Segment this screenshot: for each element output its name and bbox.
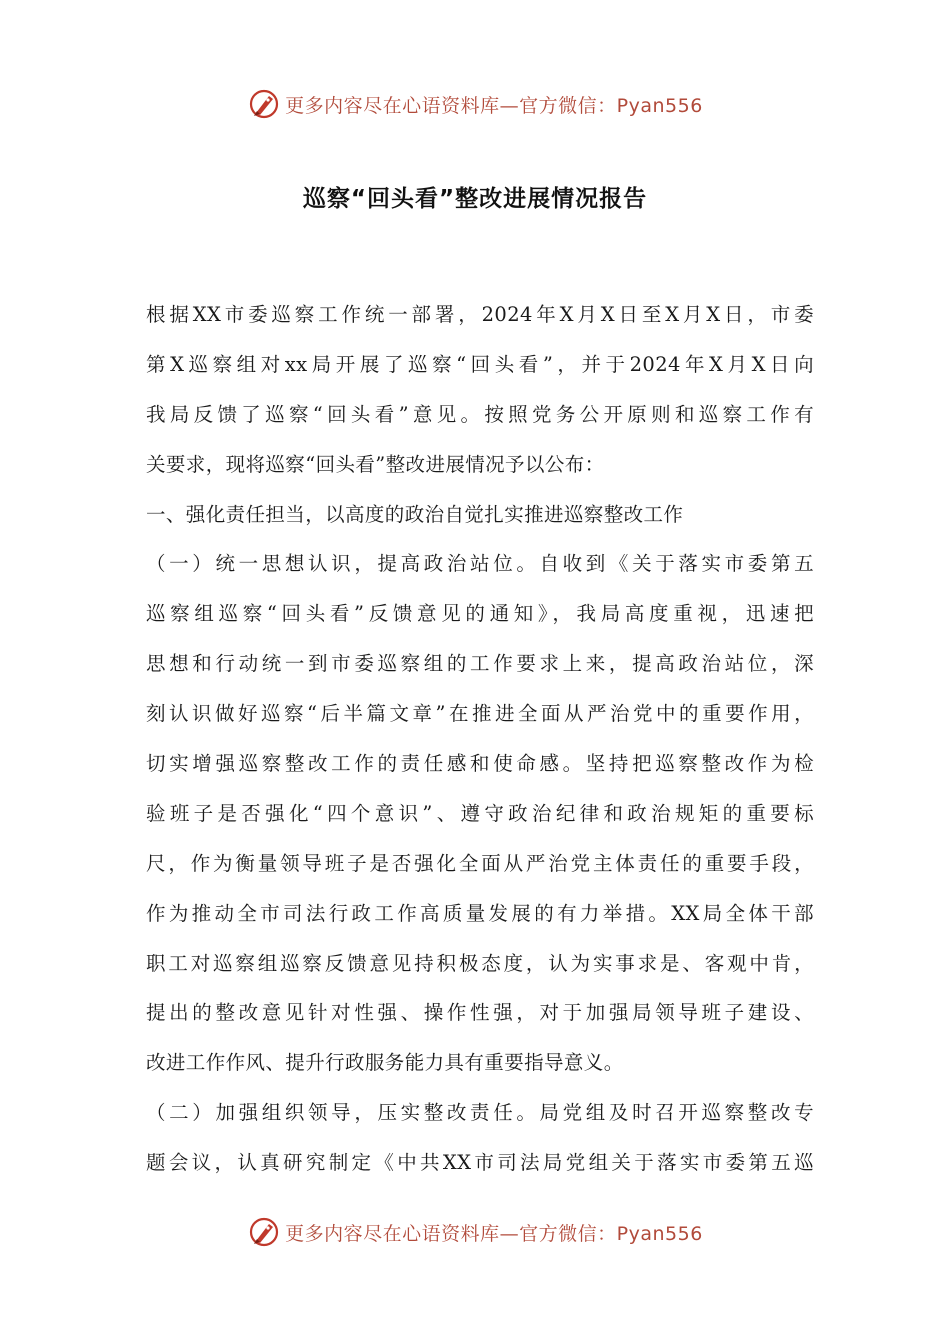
body-line: 尺，作为衡量领导班子是否强化全面从严治党主体责任的重要手段， xyxy=(146,851,814,875)
body-line: 提出的整改意见针对性强、操作性强，对于加强局领导班子建设、 xyxy=(146,1001,814,1025)
watermark-text: 更多内容尽在心语资料库—官方微信：Pyan556 xyxy=(285,94,703,117)
watermark-footer xyxy=(0,1212,950,1252)
body-line: （二）加强组织领导，压实整改责任。局党组及时召开巡察整改专 xyxy=(146,1101,814,1125)
body-line: 作为推动全市司法行政工作高质量发展的有力举措。XX局全体干部 xyxy=(146,901,814,925)
body-line: 第X巡察组对xx局开展了巡察“回头看”，并于2024年X月X日向 xyxy=(146,352,814,376)
pen-nib-logo-icon xyxy=(247,87,281,121)
watermark-wechat-id: Pyan556 xyxy=(616,94,703,117)
body-line: 验班子是否强化“四个意识”、遵守政治纪律和政治规矩的重要标 xyxy=(146,801,814,825)
watermark-text: 更多内容尽在心语资料库—官方微信：Pyan556 xyxy=(285,1222,703,1245)
body-line: 我局反馈了巡察“回头看”意见。按照党务公开原则和巡察工作有 xyxy=(146,402,814,426)
body-line: 职工对巡察组巡察反馈意见持积极态度，认为实事求是、客观中肯， xyxy=(146,951,814,975)
body-line: 切实增强巡察整改工作的责任感和使命感。坚持把巡察整改作为检 xyxy=(146,752,814,776)
pen-nib-logo-icon xyxy=(247,1215,281,1249)
body-line: 根据XX市委巡察工作统一部署，2024年X月X日至X月X日，市委 xyxy=(146,303,814,326)
document-body xyxy=(146,290,814,1188)
body-line: 思想和行动统一到市委巡察组的工作要求上来，提高政治站位，深 xyxy=(146,652,814,676)
body-line: 刻认识做好巡察“后半篇文章”在推进全面从严治党中的重要作用， xyxy=(146,702,814,726)
document-title: 巡察“回头看”整改进展情况报告 xyxy=(302,186,648,212)
body-line: （一）统一思想认识，提高政治站位。自收到《关于落实市委第五 xyxy=(146,552,814,576)
body-line: 改进工作作风、提升行政服务能力具有重要指导意义。 xyxy=(146,1051,624,1075)
body-line: 题会议，认真研究制定《中共XX市司法局党组关于落实市委第五巡 xyxy=(146,1151,814,1175)
section-heading: 一、强化责任担当，以高度的政治自觉扎实推进巡察整改工作 xyxy=(146,502,684,526)
body-line: 关要求，现将巡察“回头看”整改进展情况予以公布： xyxy=(146,452,605,476)
watermark-header xyxy=(0,84,950,124)
watermark-wechat-id: Pyan556 xyxy=(616,1222,703,1245)
body-line: 巡察组巡察“回头看”反馈意见的通知》，我局高度重视，迅速把 xyxy=(146,602,814,626)
